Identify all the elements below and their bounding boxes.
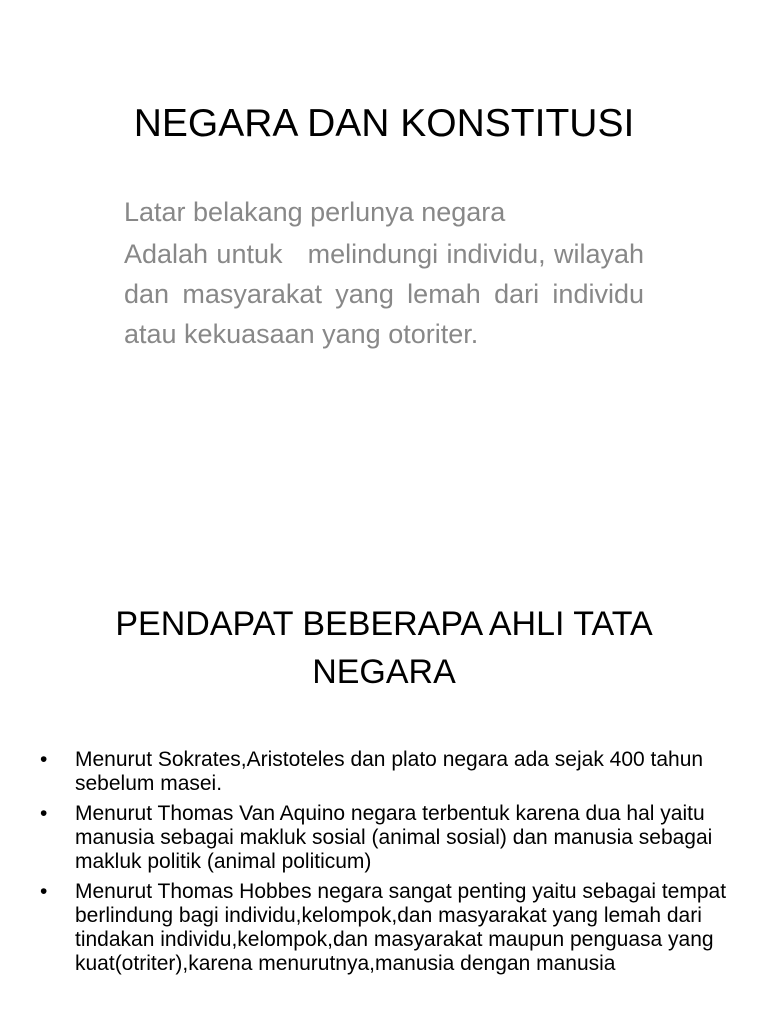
list-item-text: Menurut Thomas Van Aquino negara terbentuk karena dua hal yaitu manusia sebagai makluk sosial (animal sosial) dan manusia sebagai makluk politik (animal politicum) bbox=[75, 802, 713, 873]
list-item bbox=[40, 748, 730, 796]
slide-2-title-line-2: NEGARA bbox=[312, 653, 456, 691]
slide-1-subhead: Latar belakang perlunya negara bbox=[124, 197, 506, 227]
slide-1-body bbox=[124, 192, 652, 354]
list-item-text: Menurut Sokrates,Aristoteles dan plato negara ada sejak 400 tahun sebelum masei. bbox=[75, 748, 704, 795]
slide-1-paragraph: Adalah untuk melindungi individu, wilayah dan masyarakat yang lemah dari individu atau kekuasaan yang otoriter. bbox=[124, 239, 652, 349]
slide-2 bbox=[0, 560, 768, 1024]
list-item bbox=[40, 802, 730, 874]
opinion-bullet-list bbox=[40, 748, 730, 982]
bullet-icon: • bbox=[40, 748, 48, 771]
list-item-text: Menurut Thomas Hobbes negara sangat penting yaitu sebagai tempat berlindung bagi individu,kelompok,dan masyarakat yang lemah dari tindakan individu,kelompok,dan masyarakat maupun penguasa yang kuat(otriter),karena menurutnya,manusia dengan manusia bbox=[75, 880, 727, 975]
bullet-icon: • bbox=[40, 880, 48, 903]
slide-1-title: NEGARA DAN KONSTITUSI bbox=[133, 102, 635, 145]
bullet-icon: • bbox=[40, 802, 48, 825]
slide-2-title bbox=[60, 600, 708, 696]
list-item bbox=[40, 880, 730, 976]
slide-2-title-line-1: PENDAPAT BEBERAPA AHLI TATA bbox=[115, 605, 653, 643]
